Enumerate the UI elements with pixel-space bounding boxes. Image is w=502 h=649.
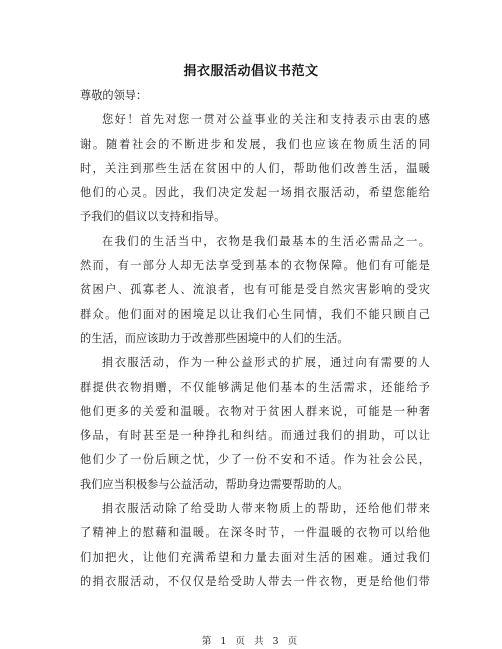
body-line: 捐衣服活动除了给受助人带来物质上的帮助，还给他们带来	[102, 502, 430, 516]
body-line: 然而，有一部分人却无法享受到基本的衣物保障。他们有可能是	[80, 259, 430, 273]
body-line: 谢。随着社会的不断进步和发展，我们也应该在物质生活的同	[80, 137, 430, 151]
body-line: 我们应当积极参与公益活动，帮助身边需要帮助的人。	[80, 477, 349, 491]
body-line: 他们更多的关爱和温暖。衣物对于贫困人群来说，可能是一种奢	[80, 404, 430, 418]
body-line: 时，关注到那些生活在贫困中的人们，帮助他们改善生活，温暖	[80, 161, 430, 175]
body-line: 予我们的倡议以支持和指导。	[80, 210, 226, 224]
body-line: 捐衣服活动，作为一种公益形式的扩展，通过向有需要的人	[102, 356, 430, 370]
body-line: 他们的心灵。因此，我们决定发起一场捐衣服活动，希望您能给	[80, 186, 430, 200]
body-line: 您好！首先对您一贯对公益事业的关注和支持表示由衷的感	[102, 113, 430, 127]
document-body	[80, 84, 430, 594]
body-line: 的捐衣服活动，不仅仅是给受助人带去一件衣物，更是给他们带	[80, 574, 430, 588]
body-line: 贫困户、孤寡老人、流浪者，也有可能是受自然灾害影响的受灾	[80, 283, 430, 297]
salutation: 尊敬的领导：	[80, 89, 148, 102]
body-line: 们加把火，让他们充满希望和力量去面对生活的困难。通过我们	[80, 550, 430, 564]
page-footer: 第 1 页 共 3 页	[201, 636, 301, 647]
body-line: 他们少了一份后顾之忧，少了一份不安和不适。作为社会公民，	[80, 453, 430, 467]
body-line: 侈品，有时甚至是一种挣扎和纠结。而通过我们的捐助，可以让	[80, 429, 430, 443]
body-line: 了精神上的慰藉和温暖。在深冬时节，一件温暖的衣物可以给他	[80, 526, 430, 540]
body-line: 群提供衣物捐赠，不仅能够满足他们基本的生活需求，还能给予	[80, 380, 430, 394]
body-line: 的生活，而应该助力于改善那些困境中的人们的生活。	[80, 331, 349, 345]
body-line: 在我们的生活当中，衣物是我们最基本的生活必需品之一。	[102, 234, 430, 248]
document-title: 捐衣服活动倡议书范文	[183, 64, 319, 79]
body-line: 群众。他们面对的困境足以让我们心生同情，我们不能只顾自己	[80, 307, 430, 321]
